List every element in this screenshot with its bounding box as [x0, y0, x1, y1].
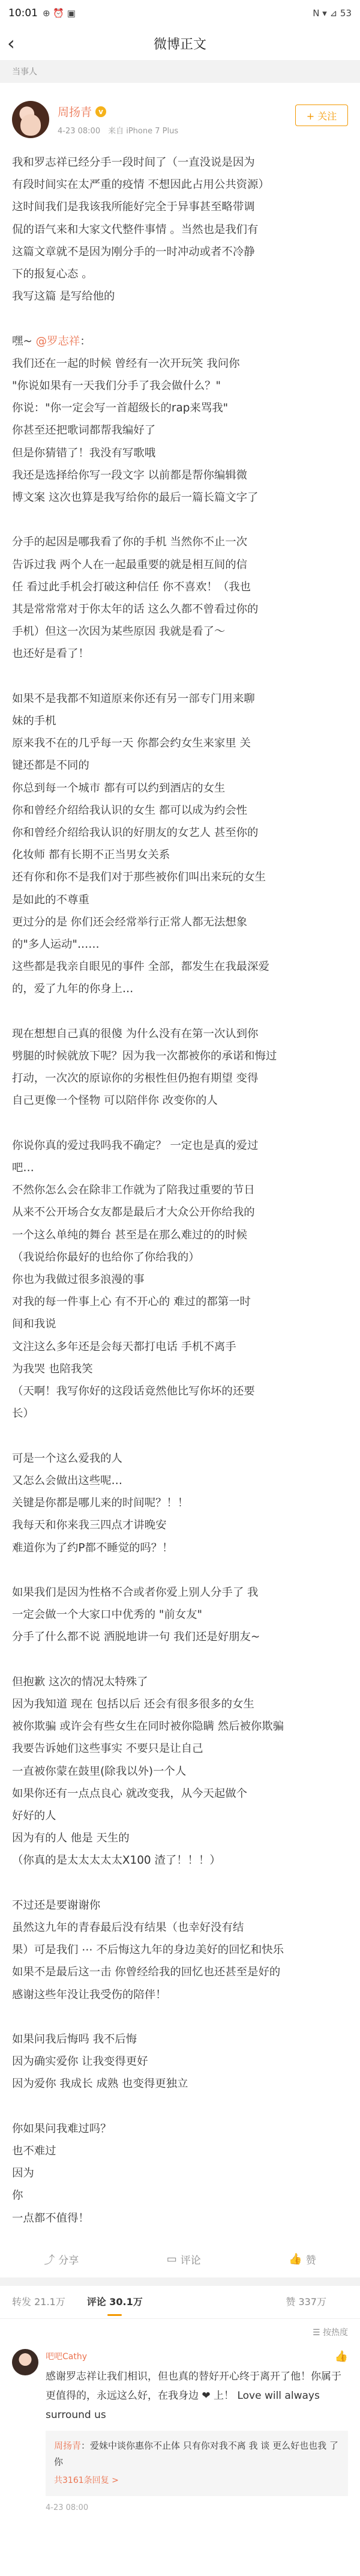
post-text-line: 现在想想自己真的很傻 为什么没有在第一次认到你 — [12, 1027, 259, 1040]
post-text-line: 长） — [12, 1407, 34, 1420]
post-text-line: （天啊！我写你好的这段话竟然他比写你坏的还要 — [12, 1385, 255, 1398]
status-left — [8, 7, 76, 19]
post-text-line: 对我的每一件事上心 有不开心的 难过的都第一时 — [12, 1296, 251, 1309]
post-text-line: 一点都不值得！ — [12, 2211, 89, 2225]
share-button[interactable] — [44, 2252, 79, 2267]
post-text-line: 一个这么单纯的舞台 甚至是在那么难过的的时候 — [12, 1228, 248, 1241]
post-text-line: 不然你怎么会在除非工作就为了陪我过重要的节日 — [12, 1184, 255, 1197]
blank-line — [12, 665, 348, 688]
blank-line — [12, 1872, 348, 1894]
post-text-line: 的，爱了九年的你身上… — [12, 983, 134, 996]
post-text-line: 妹的手机 — [12, 715, 56, 728]
post-text-line: 如果你还有一点点良心 就改变我，从今天起做个 — [12, 1787, 248, 1800]
post-text-line: 如果不是最后这一击 你曾经给我的回忆也还甚至是好的 — [12, 1966, 281, 1979]
vip-badge-icon: v — [95, 106, 106, 117]
blank-line — [12, 1559, 348, 1581]
post-text-line: 你甚至还把歌词都帮我编好了 — [12, 424, 156, 437]
blank-line — [12, 509, 348, 531]
post-text-line: 分手了什么都不说 洒脱地讲一句 我们还是好朋友~ — [12, 1631, 260, 1644]
post-meta: 4-23 08:00 来自 iPhone 7 Plus — [58, 127, 179, 136]
page-title: 微博正文 — [153, 37, 206, 52]
post-text-line: 难道你为了约P都不睡觉的吗？！ — [12, 1541, 173, 1554]
post-text-line: 告诉过我 两个人在一起最重要的就是相互间的信 — [12, 558, 248, 571]
post-text-line: 键还都是不同的 — [12, 759, 89, 772]
post-text-line: 为我哭 也陪我笑 — [12, 1362, 93, 1375]
blank-line — [12, 1001, 348, 1023]
post-text-line: 但抱歉 这次的情况太特殊了 — [12, 1675, 148, 1688]
post-text-line: 被你欺骗 或许会有些女生在同时被你隐瞒 然后被你欺骗 — [12, 1720, 284, 1733]
post-text-line: 因为 — [12, 2167, 34, 2180]
post-text-line: 我们还在一起的时候 曾经有一次开玩笑 我问你 — [12, 357, 240, 370]
post-text-line: 你如果问我难过吗？ — [12, 2122, 112, 2135]
section-divider — [0, 2277, 360, 2286]
post-text-line: 博文案 这次也算是我写给你的最后一篇长篇文字了 — [12, 491, 259, 505]
like-label: 赞 — [305, 2255, 316, 2267]
action-bar — [0, 2241, 360, 2277]
comment-avatar[interactable] — [12, 2349, 38, 2375]
post-text-line: 果）可是我们 ⋯ 不后悔这九年的身边美好的回忆和快乐 — [12, 1944, 284, 1957]
thumbs-up-icon: 👍 — [289, 2253, 302, 2266]
post-text-line: 可是一个这么爱我的人 — [12, 1452, 122, 1465]
tab-comments[interactable]: 评论 30.1万 — [87, 2286, 143, 2318]
post-text-line: 也不难过 — [12, 2144, 56, 2157]
comment-author-name[interactable]: 吧吧Cathy — [46, 2351, 88, 2362]
sort-bar — [0, 2319, 360, 2345]
post-text-line: 你也为我做过很多浪漫的事 — [12, 1273, 145, 1286]
blank-line — [12, 1649, 348, 1671]
post-text-line: 因为有的人 他是 天生的 — [12, 1832, 130, 1845]
reply-text: ：爱妹中谈你惠你不止体 只有你对我不离 我 谈 更么好也也我 了 你 — [54, 2440, 338, 2467]
status-right — [313, 8, 352, 19]
post-text-line: 从来不公开场合女友都是最后才大众公开你给我的 — [12, 1206, 255, 1219]
post-text-line: 虽然这九年的青春最后没有结果（也幸好没有结 — [12, 1921, 244, 1934]
post-text-line: 如果问我后悔吗 我不后悔 — [12, 2032, 137, 2046]
post-text-line: 劈腿的时候就放下呢？因为我一次都被你的承诺和悔过 — [12, 1050, 277, 1063]
blank-line — [12, 1112, 348, 1135]
post-text-line: 因为爱你 我成长 成熟 也变得更独立 — [12, 2077, 188, 2091]
post-text-line: 文注这么多年还是会每天都打电话 手机不离手 — [12, 1340, 236, 1353]
post-text-line: 感谢这些年没让我受伤的陪伴！ — [12, 1988, 167, 2001]
blank-line — [12, 308, 348, 330]
post-text-line: 这些都是我亲自眼见的事件 全部，都发生在我最深爱 — [12, 960, 269, 974]
reply-box[interactable] — [46, 2431, 348, 2496]
post-text-line: 原来我不在的几乎每一天 你都会约女生来家里 关 — [12, 737, 251, 750]
tab-repost[interactable]: 转发 21.1万 — [12, 2296, 65, 2308]
comment-like-icon[interactable]: 👍 — [334, 2350, 348, 2363]
post-text-line: 吧… — [12, 1162, 34, 1175]
comment-button[interactable] — [167, 2252, 201, 2267]
share-label: 分享 — [58, 2255, 79, 2267]
back-icon[interactable]: ‹ — [7, 32, 15, 55]
post-text-line: 的"多人运动"…… — [12, 938, 100, 951]
status-time: 10:01 — [8, 7, 38, 19]
post-text-line: 化妆师 都有长期不正当男女关系 — [12, 849, 170, 862]
tab-likes[interactable]: 赞 337万 — [286, 2296, 326, 2308]
post-text-line: 打动，一次次的原谅你的劣根性但仍抱有期望 变得 — [12, 1072, 259, 1085]
signal-battery-icons: N ▾ ⊿ 53 — [313, 8, 352, 19]
post-text-line: 我每天和你来我三四点才讲晚安 — [12, 1519, 167, 1532]
post-text-line: 一直被你蒙在鼓里(除我以外)一个人 — [12, 1765, 187, 1778]
post-text-line: 这篇文章就不是因为刚分手的一时冲动或者不冷静 — [12, 245, 255, 258]
reply-author-name[interactable]: 周扬青 — [54, 2440, 82, 2451]
avatar[interactable] — [12, 101, 49, 138]
post-text-line: 也还好是看了！ — [12, 647, 89, 661]
post-text-line: 你说你真的爱过我吗我不确定？ 一定也是真的爱过 — [12, 1139, 259, 1152]
follow-button[interactable]: + 关注 — [295, 105, 348, 126]
post-text-line: 如果我们是因为性格不合或者你爱上别人分手了 我 — [12, 1586, 259, 1599]
author-name[interactable]: 周扬青 — [58, 106, 92, 119]
status-bar — [0, 0, 360, 26]
post-text-line: "你说如果有一天我们分手了我会做什么？" — [12, 380, 221, 393]
post-text-line: （你真的是太太太太太X100 渣了！！！） — [12, 1854, 221, 1867]
post-text-line: 一定会做一个大家口中优秀的 "前女友" — [12, 1608, 203, 1622]
post-text-line: 我要告诉她们这些事实 不要只是让自己 — [12, 1742, 203, 1756]
post-text-line: （我说给你最好的也给你了你给我的） — [12, 1250, 200, 1264]
post-body — [0, 147, 360, 2229]
comment-item — [0, 2345, 360, 2512]
post-text-line: 我写这篇 是写给他的 — [12, 290, 115, 303]
post-text-line: 这时间我们是我该我所能好完全于异事甚至略带调 — [12, 201, 255, 214]
post-text-line: 因为我知道 现在 包括以后 还会有很多很多的女生 — [12, 1697, 254, 1711]
post-text-line: 不过还是要谢谢你 — [12, 1899, 101, 1912]
post-text-line: 好好的人 — [12, 1809, 56, 1822]
post-text-line: 下的报复心态 。 — [12, 268, 93, 281]
post-text-line: 你 — [12, 2189, 23, 2202]
post-text-line: 侃的语气来和大家文代整件事情 。当然也是我们有 — [12, 223, 259, 236]
comment-body — [46, 2349, 348, 2512]
blank-line — [12, 1425, 348, 1447]
post-text-line: 但是你猜错了！我没有写歌哦 — [12, 446, 156, 459]
nav-bar — [0, 26, 360, 60]
share-icon: ⤴ — [44, 2253, 55, 2267]
more-replies-link[interactable]: 共3161条回复 > — [54, 2475, 119, 2485]
post-text-line: 你和曾经介绍给我认识的好朋友的女艺人 甚至你的 — [12, 826, 259, 840]
post-text-line: 更过分的是 你们还会经常举行正常人都无法想象 — [12, 915, 248, 929]
blank-line — [12, 2006, 348, 2028]
post-text-line: 你说："你一定会写一首超级长的rap来骂我" — [12, 402, 229, 415]
notification-icons: ⊕ ⏰ ▣ — [43, 8, 76, 19]
post-text-line: 嘿~ @罗志祥： — [12, 335, 91, 348]
post-text-line: 又怎么会做出这些呢… — [12, 1474, 122, 1487]
post-text-line: 还有你和你不是我们对于那些被你们叫出来玩的女生 — [12, 871, 266, 884]
post-text-line: 分手的起因是哪我看了你的手机 当然你不止一次 — [12, 536, 248, 549]
post-text-line: 任 看过此手机会打破这种信任 你不喜欢！（我也 — [12, 580, 251, 593]
post-text-line: 你和曾经介绍给我认识的女生 都可以成为约会性 — [12, 804, 248, 817]
post-text-line: 其是常常常对于你太年的话 这么久都不曾看过你的 — [12, 603, 259, 616]
post-text-line: 你总到每一个城市 都有可以约到酒店的女生 — [12, 781, 226, 795]
post-text-line: 自己更像一个怪物 可以陪伴你 改变你的人 — [12, 1094, 218, 1108]
post-text-line: 关键是你都是哪儿来的时间呢？！！ — [12, 1497, 189, 1510]
post-text-line: 我和罗志祥已经分手一段时间了（一直没说是因为 — [12, 156, 255, 169]
mention-link[interactable]: @罗志祥 — [35, 335, 80, 348]
post-text-line: 如果不是我都不知道原来你还有另一部专门用来聊 — [12, 692, 255, 705]
post-text-line: 因为确实爱你 让我变得更好 — [12, 2055, 148, 2068]
post-text-line: 有段时间实在太严重的疫情 不想因此占用公共资源） — [12, 178, 269, 192]
like-button[interactable] — [289, 2252, 316, 2267]
comment-icon: ▭ — [166, 2253, 177, 2266]
comment-label: 评论 — [180, 2255, 201, 2267]
post-text-line: 是如此的不尊重 — [12, 893, 89, 906]
post-text-line: 我还是选择给你写一段文字 以前都是帮你编辑微 — [12, 468, 248, 482]
source-bar — [0, 60, 360, 83]
post-author — [0, 83, 360, 147]
comment-tabs — [0, 2286, 360, 2319]
post-text-line: 间和我说 — [12, 1318, 56, 1331]
author-name-row — [58, 103, 178, 120]
author-info — [58, 103, 178, 136]
post-text-line: 手机）但这一次因为某些原因 我就是看了～ — [12, 625, 226, 638]
comment-time: 4-23 08:00 — [46, 2503, 89, 2512]
blank-line — [12, 2096, 348, 2118]
comment-text: 感谢罗志祥让我们相识，但也真的替好开心终于离开了他！你属于更值得的，永远这么好，在我身边 ❤ 上！ Love will always surround us — [46, 2370, 341, 2421]
sort-by-hot-button[interactable]: ☰ 按热度 — [312, 2327, 348, 2338]
source-label: 当事人 — [12, 67, 37, 77]
